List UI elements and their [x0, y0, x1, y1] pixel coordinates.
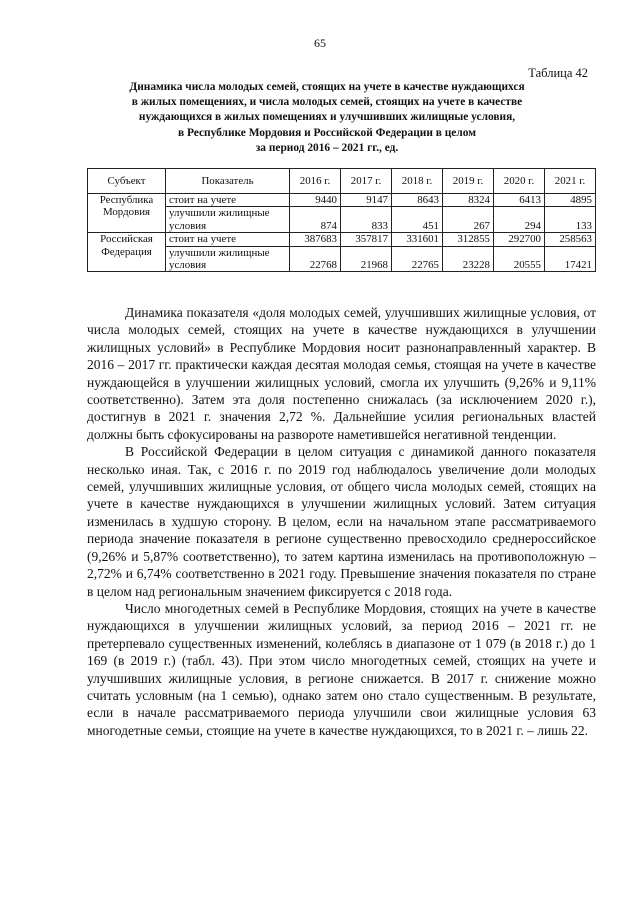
value-cell: 8324 [443, 194, 494, 207]
table-caption [95, 80, 559, 156]
column-header: 2017 г. [341, 169, 392, 194]
column-header: 2018 г. [392, 169, 443, 194]
indicator-cell: стоит на учете [166, 194, 290, 207]
column-header: 2021 г. [545, 169, 596, 194]
value-cell: 387683 [290, 233, 341, 246]
paragraph: Динамика показателя «доля молодых семей, улучшивших жилищные условия, от числа молодых семей, стоящих на учете в качестве нуждающихся в улучшении жилищных условий» в Республике Мордовия носит разнонаправленный характер. В 2016 – 2017 гг. практически каждая десятая молодая семья, стоящая на учете в качестве нуждающейся в улучшении жилищных условий, смогла их улучшить (9,26% и 9,11% соответственно). Затем эта доля постепенно снижалась (за исключением 2020 г.), достигнув в 2021 г. значения 2,72 %. Дальнейшие усилия региональных властей должны быть сфокусированы на развороте наметившейся негативной тенденции. [87, 305, 596, 442]
column-header: 2019 г. [443, 169, 494, 194]
value-cell: 331601 [392, 233, 443, 246]
value-cell: 9440 [290, 194, 341, 207]
value-cell: 258563 [545, 233, 596, 246]
value-cell: 292700 [494, 233, 545, 246]
indicator-cell: улучшили жилищные условия [166, 207, 290, 233]
value-cell: 8643 [392, 194, 443, 207]
value-cell: 294 [494, 207, 545, 233]
caption-line: за период 2016 – 2021 гг., ед. [255, 141, 399, 154]
column-header: Показатель [166, 169, 290, 194]
subject-cell: Российская Федерация [88, 233, 166, 272]
paragraph: В Российской Федерации в целом ситуация с динамикой данного показателя несколько иная. Так, с 2016 г. по 2019 год наблюдалось увеличение доли молодых семей, улучшивших жилищные условия, от общего числа молодых семей, стоящих на учете в качестве нуждающихся в улучшении жилищных условий. Затем ситуация изменилась в худшую сторону. В целом, если на начальном этапе рассматриваемого периода значение показателя в регионе существенно превосходило среднероссийское (9,26% и 5,87% соответственно), то затем картина изменилась на противоположную – 2,72% и 6,74% соответственно в 2021 году. Превышение значения показателя по стране в целом над региональным значением фиксируется с 2018 года. [87, 444, 596, 599]
body-text [87, 304, 596, 739]
column-header: Субъект [88, 169, 166, 194]
indicator-cell: стоит на учете [166, 233, 290, 246]
value-cell: 22765 [392, 246, 443, 272]
table-row [88, 194, 596, 207]
value-cell: 451 [392, 207, 443, 233]
value-cell: 874 [290, 207, 341, 233]
page-number: 65 [314, 36, 326, 50]
caption-line: в Республике Мордовия и Российской Федерации в целом [177, 126, 476, 139]
value-cell: 267 [443, 207, 494, 233]
table-label: Таблица 42 [528, 66, 588, 80]
value-cell: 23228 [443, 246, 494, 272]
caption-line: нуждающихся в жилых помещениях и улучшивших жилищные условия, [138, 111, 516, 124]
column-header: 2020 г. [494, 169, 545, 194]
data-table [87, 168, 596, 272]
value-cell: 22768 [290, 246, 341, 272]
table-row [88, 233, 596, 246]
value-cell: 6413 [494, 194, 545, 207]
paragraph: Число многодетных семей в Республике Мордовия, стоящих на учете в качестве нуждающихся в улучшении жилищных условий, за период 2016 – 2021 гг. не претерпевало существенных изменений, колеблясь в диапазоне от 1 079 (в 2018 г.) до 1 169 (в 2019 г.) (табл. 43). При этом число многодетных семей, стоящих на учете и улучшивших жилищные условия, в регионе снижается. В 2017 г. снижение можно считать условным (на 1 семью), однако затем оно стало существенным. В результате, если в начале рассматриваемого периода улучшили свои жилищные условия 63 многодетные семьи, стоящие на учете в качестве нуждающихся, то в 2021 г. – лишь 22. [87, 600, 596, 738]
subject-cell: Республика Мордовия [88, 194, 166, 233]
value-cell: 833 [341, 207, 392, 233]
value-cell: 21968 [341, 246, 392, 272]
table-header-row [88, 169, 596, 194]
value-cell: 20555 [494, 246, 545, 272]
value-cell: 9147 [341, 194, 392, 207]
value-cell: 357817 [341, 233, 392, 246]
value-cell: 133 [545, 207, 596, 233]
column-header: 2016 г. [290, 169, 341, 194]
caption-line: Динамика числа молодых семей, стоящих на учете в качестве нуждающихся [129, 81, 525, 93]
indicator-cell: улучшили жилищные условия [166, 246, 290, 272]
value-cell: 4895 [545, 194, 596, 207]
caption-line: в жилых помещениях, и числа молодых семей, стоящих на учете в качестве [131, 96, 523, 109]
value-cell: 17421 [545, 246, 596, 272]
value-cell: 312855 [443, 233, 494, 246]
